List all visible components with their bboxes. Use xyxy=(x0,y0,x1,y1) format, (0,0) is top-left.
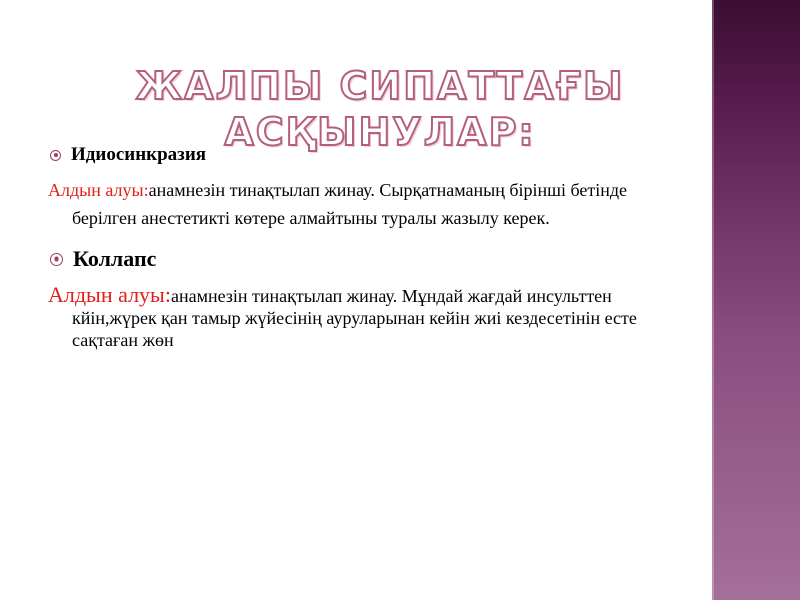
circle-dot-bullet-icon xyxy=(50,253,63,266)
bullet-item-collapse xyxy=(48,246,678,272)
prevention-text: анамнезін тинақтылап жинау. Мұндай жағдай инсульттен кйін,жүрек қан тамыр жүйесінің ауруларынан кейін жиі кездесетінін есте сақтаған жөн xyxy=(72,286,637,350)
prevention-label: Алдын алуы: xyxy=(48,180,149,200)
slide-title-line-2: АСҚЫНУЛАР: xyxy=(224,110,536,155)
bullet-label: Коллапс xyxy=(73,246,157,271)
circle-dot-bullet-icon xyxy=(50,150,61,161)
bullet-item-idiosyncrasy xyxy=(48,144,678,166)
side-band-edge xyxy=(712,0,714,600)
prevention-label: Алдын алуы: xyxy=(48,282,171,307)
bullet-label: Идиосинкразия xyxy=(71,144,207,165)
prevention-text: анамнезін тинақтылап жинау. Сырқатнаманың бірінші бетінде берілген анестетикті көтере алмайтыны туралы жазылу керек. xyxy=(72,180,628,228)
slide-body xyxy=(48,142,678,351)
slide-title-line-1: ЖАЛПЫ СИПАТТАҒЫ xyxy=(135,64,625,109)
decorative-side-band xyxy=(712,0,800,600)
prevention-paragraph xyxy=(48,284,678,351)
prevention-paragraph xyxy=(48,176,678,232)
